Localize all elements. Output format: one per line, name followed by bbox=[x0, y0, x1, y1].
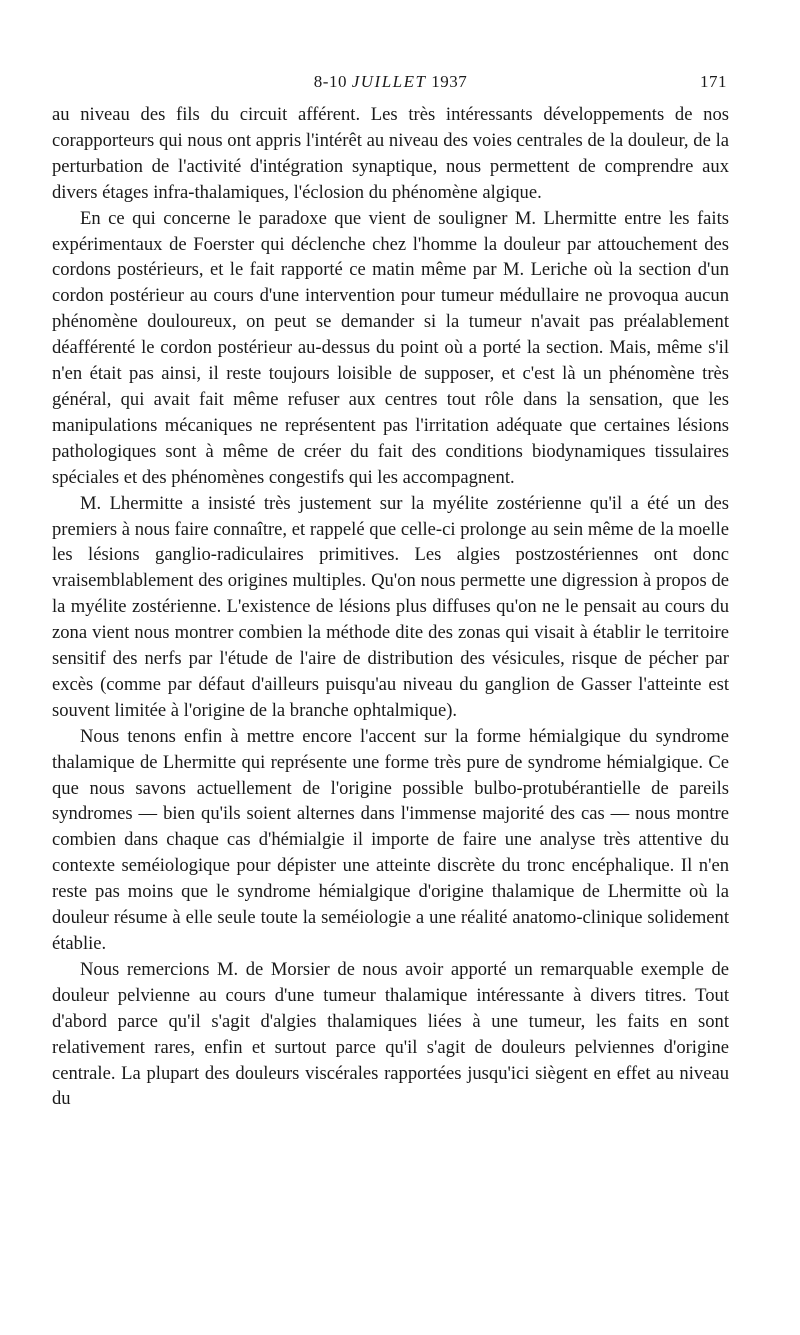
issue-month: JUILLET bbox=[351, 72, 427, 91]
page-number: 171 bbox=[700, 72, 727, 91]
paragraph-continuation: au niveau des fils du circuit afférent. Les très intéressants développements de nos corapporteurs qui nous ont appris l'intérêt au niveau des voies centrales de la douleur, de la perturbation de l'activité d'intégration synaptique, nous permettent de comprendre aux divers étages infra-thalamiques, l'éclosion du phénomène algique. bbox=[52, 104, 729, 203]
journal-page bbox=[52, 58, 729, 1112]
paragraph-myelite-zosterienne: M. Lhermitte a insisté très justement sur la myélite zostérienne qu'il a été un des premiers à nous faire connaître, et rappelé que celle-ci prolonge au sein même de la moelle les lésions ganglio-radiculaires primitives. Les algies postzostériennes ont donc vraisemblablement des origines multiples. Qu'on nous permette une digression à propos de la myélite zostérienne. L'existence de lésions plus diffuses qu'on ne le pensait au cours du zona vient nous montrer combien la méthode dite des zonas qui visait à établir le territoire sensitif des nerfs par l'étude de l'aire de distribution des vésicules, risque de pécher par excès (comme par défaut d'ailleurs puisqu'au niveau du ganglion de Gasser l'atteinte est souvent limitée à l'origine de la branche ophtalmique). bbox=[52, 492, 729, 721]
paragraph-syndrome-hemialgique: Nous tenons enfin à mettre encore l'accent sur la forme hémialgique du syndrome thalamique de Lhermitte qui représente une forme très pure de syndrome hémialgique. Ce que nous savons actuellement de l'origine possible bulbo-protubérantielle de pareils syndromes — bien qu'ils soient alternes dans l'immense majorité des cas — nous montre combien dans chaque cas d'hémialgie il importe de faire une analyse très attentive du contexte seméiologique pour dépister une atteinte discrète du tronc encéphalique. Il n'en reste pas moins que le syndrome hémialgique d'origine thalamique de Lhermitte où la douleur résume à elle seule toute la seméiologie a une réalité anatomo-clinique solidement établie. bbox=[52, 725, 729, 954]
date-prefix: 8-10 bbox=[313, 72, 347, 91]
issue-year: 1937 bbox=[431, 72, 468, 91]
paragraph-douleur-pelvienne: Nous remercions M. de Morsier de nous avoir apporté un remarquable exemple de douleur pelvienne au cours d'une tumeur thalamique intéressante à divers titres. Tout d'abord parce qu'il s'agit d'algies thalamiques liées à une tumeur, les faits en sont relativement rares, enfin et surtout parce qu'il s'agit de douleurs pelviennes d'origine centrale. La plupart des douleurs viscérales rapportées jusqu'ici siègent en effet au niveau du bbox=[52, 958, 729, 1110]
issue-date bbox=[52, 72, 729, 92]
running-head bbox=[52, 58, 729, 92]
paragraph-paradoxe-foerster: En ce qui concerne le paradoxe que vient de souligner M. Lhermitte entre les faits expérimentaux de Foerster qui déclenche chez l'homme la douleur par attouchement des cordons postérieurs, et le fait rapporté ce matin même par M. Leriche où la section d'un cordon postérieur au cours d'une intervention pour tumeur médullaire ne provoqua aucun phénomène douloureux, on peut se demander si la tumeur n'avait pas préalablement déafférenté le cordon postérieur au-dessus du point où a porté la section. Mais, même s'il n'en était pas ainsi, il reste toujours loisible de supposer, et c'est là un phénomène très général, qui avait fait même refuser aux centres tout rôle dans la sensation, que les manipulations mécaniques ne représentent pas l'irritation adéquate que certaines lésions pathologiques sont à même de créer du fait des conditions biodynamiques tissulaires spéciales et des phénomènes congestifs qui les accompagnent. bbox=[52, 207, 729, 488]
article-body bbox=[52, 102, 729, 1112]
